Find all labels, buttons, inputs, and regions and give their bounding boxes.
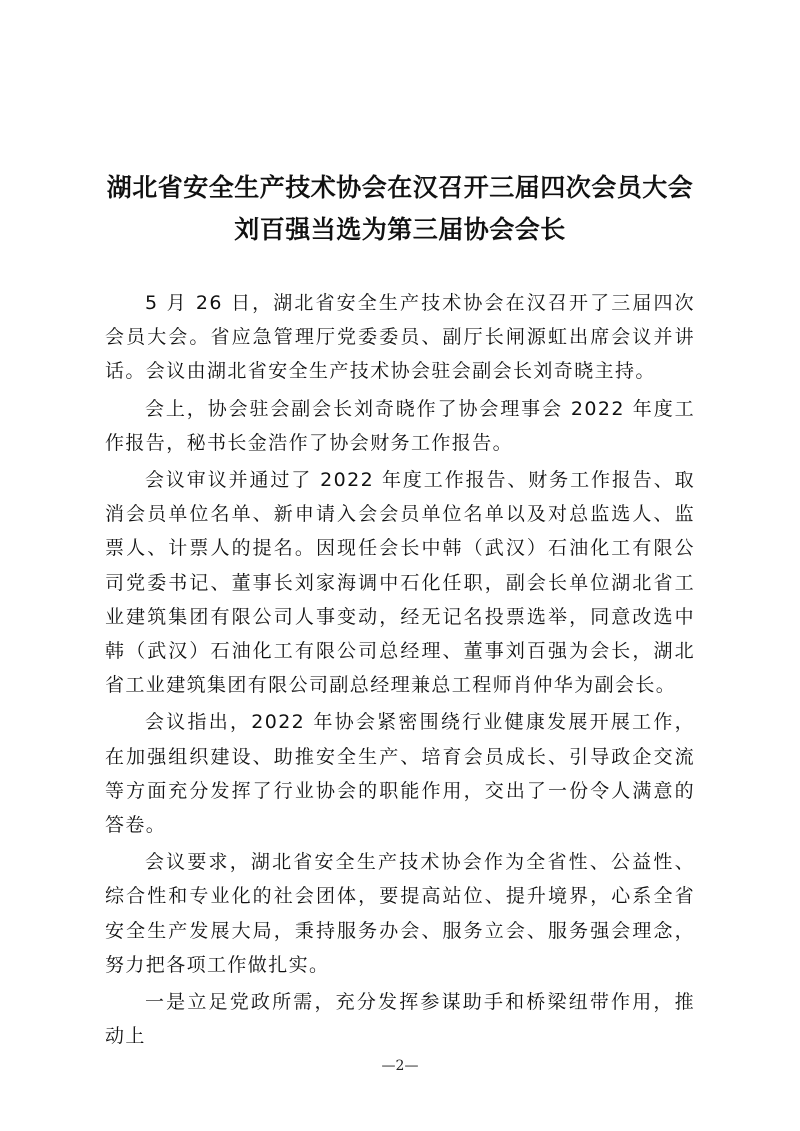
body-paragraph: 5 月 26 日，湖北省安全生产技术协会在汉召开了三届四次会员大会。省应急管理厅党委委员、副厅长闸源虹出席会议并讲话。会议由湖北省安全生产技术协会驻会副会长刘奇晓主持。 [105, 292, 695, 383]
body-paragraph: 会议指出，2022 年协会紧密围绕行业健康发展开展工作，在加强组织建设、助推安全生产、培育会员成长、引导政企交流等方面充分发挥了行业协会的职能作用，交出了一份令人满意的答卷。 [105, 711, 695, 837]
body-paragraph: 会上，协会驻会副会长刘奇晓作了协会理事会 2022 年度工作报告，秘书长金浩作了协会财务工作报告。 [105, 397, 695, 454]
page-number: —2— [381, 1058, 419, 1074]
document-title-line-2: 刘百强当选为第三届协会会长 [234, 215, 566, 244]
body-paragraph: 会议审议并通过了 2022 年度工作报告、财务工作报告、取消会员单位名单、新申请入会会员单位名单以及对总监选人、监票人、计票人的提名。因现任会长中韩（武汉）石油化工有限公司党委书记、董事长刘家海调中石化任职，副会长单位湖北省工业建筑集团有限公司人事变动，经无记名投票选举，同意改选中韩（武汉）石油化工有限公司总经理、董事刘百强为会长，湖北省工业建筑集团有限公司副总经理兼总工程师肖仲华为副会长。 [105, 469, 695, 697]
document-body [105, 286, 695, 1056]
body-paragraph: 会议要求，湖北省安全生产技术协会作为全省性、公益性、综合性和专业化的社会团体，要提高站位、提升境界，心系全省安全生产发展大局，秉持服务办会、服务立会、服务强会理念，努力把各项工作做扎实。 [105, 851, 695, 976]
document-title-line-1: 湖北省安全生产技术协会在汉召开三届四次会员大会 [106, 173, 694, 202]
body-paragraph: 一是立足党政所需，充分发挥参谋助手和桥梁纽带作用，推动上 [105, 991, 695, 1048]
